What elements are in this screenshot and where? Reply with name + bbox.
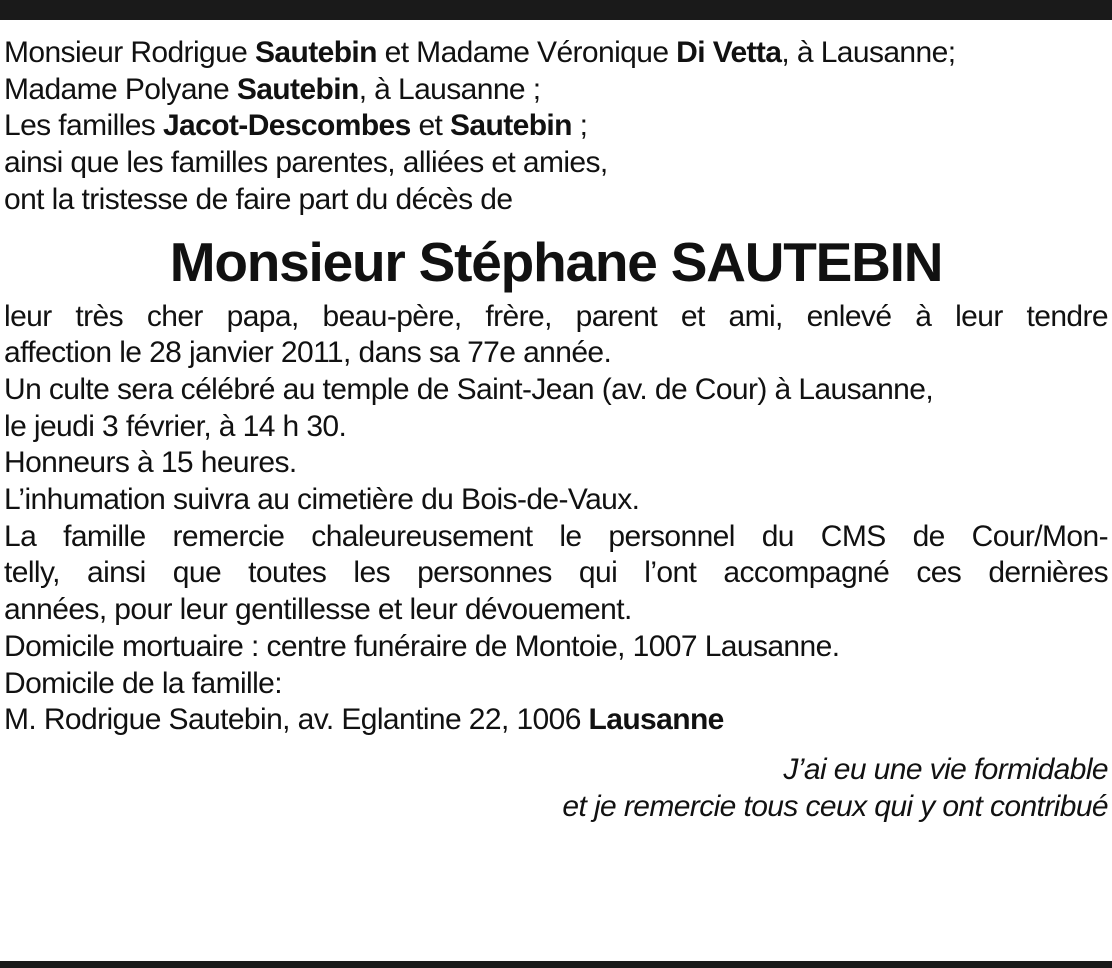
body-line-5: Honneurs à 15 heures. (4, 446, 297, 480)
quote-line-2: et je remercie tous ceux qui y ont contribué (562, 789, 1108, 823)
intro-text: Monsieur Rodrigue (4, 36, 255, 69)
intro-text: et (410, 109, 451, 143)
family-address-text: M. Rodrigue Sautebin, av. Eglantine 22, 1006 (4, 703, 589, 737)
body-line-2: affection le 28 janvier 2011, dans sa 77e année. (4, 336, 612, 370)
intro-line-4: ainsi que les familles parentes, alliées et amies, (4, 146, 608, 180)
body-line-1: leur très cher papa, beau-père, frère, parent et ami, enlevé à leur tendre (4, 299, 1108, 333)
deceased-name-heading: Monsieur Stéphane SAUTEBIN (169, 230, 943, 293)
intro-text: ; (571, 109, 588, 143)
body-line-12 (4, 702, 1108, 739)
family-city-bold: Lausanne (588, 703, 724, 737)
body-line-10: Domicile mortuaire : centre funéraire de Montoie, 1007 Lausanne. (4, 629, 840, 663)
body-line-4: le jeudi 3 février, à 14 h 30. (4, 409, 347, 443)
family-name-bold: Jacot-Descombes (162, 109, 411, 143)
intro-line-5: ont la tristesse de faire part du décès de (4, 182, 513, 216)
body-line-6: L’inhumation suivra au cimetière du Bois-de-Vaux. (4, 483, 640, 517)
body-line-11: Domicile de la famille: (4, 666, 282, 700)
closing-quote (4, 752, 1108, 825)
body-line-9: années, pour leur gentillesse et leur dévouement. (4, 593, 632, 627)
quote-line-1: J’ai eu une vie formidable (783, 752, 1108, 786)
intro-text: Madame Polyane (4, 72, 237, 106)
family-name-bold: Sautebin (450, 109, 572, 143)
family-name-bold: Sautebin (236, 72, 359, 106)
top-border-rule (0, 0, 1112, 20)
intro-text: et Madame Véronique (376, 36, 677, 69)
body-line-8: telly, ainsi que toutes les personnes qui l’ont accompagné ces dernières (4, 556, 1108, 590)
obituary-notice (4, 35, 1108, 825)
body-line-7: La famille remercie chaleureusement le personnel du CMS de Cour/Mon- (4, 519, 1108, 553)
intro-line-3 (4, 108, 1108, 145)
intro-line-1 (4, 35, 1108, 72)
intro-text: , à Lausanne; (781, 36, 956, 69)
intro-text: Les familles (4, 109, 163, 143)
bottom-border-rule (0, 961, 1112, 968)
intro-text: , à Lausanne ; (358, 72, 541, 106)
family-name-bold: Sautebin (255, 36, 377, 69)
intro-line-2 (4, 72, 1108, 109)
body-line-3: Un culte sera célébré au temple de Saint-Jean (av. de Cour) à Lausanne, (4, 372, 934, 406)
family-name-bold: Di Vetta (676, 36, 782, 69)
